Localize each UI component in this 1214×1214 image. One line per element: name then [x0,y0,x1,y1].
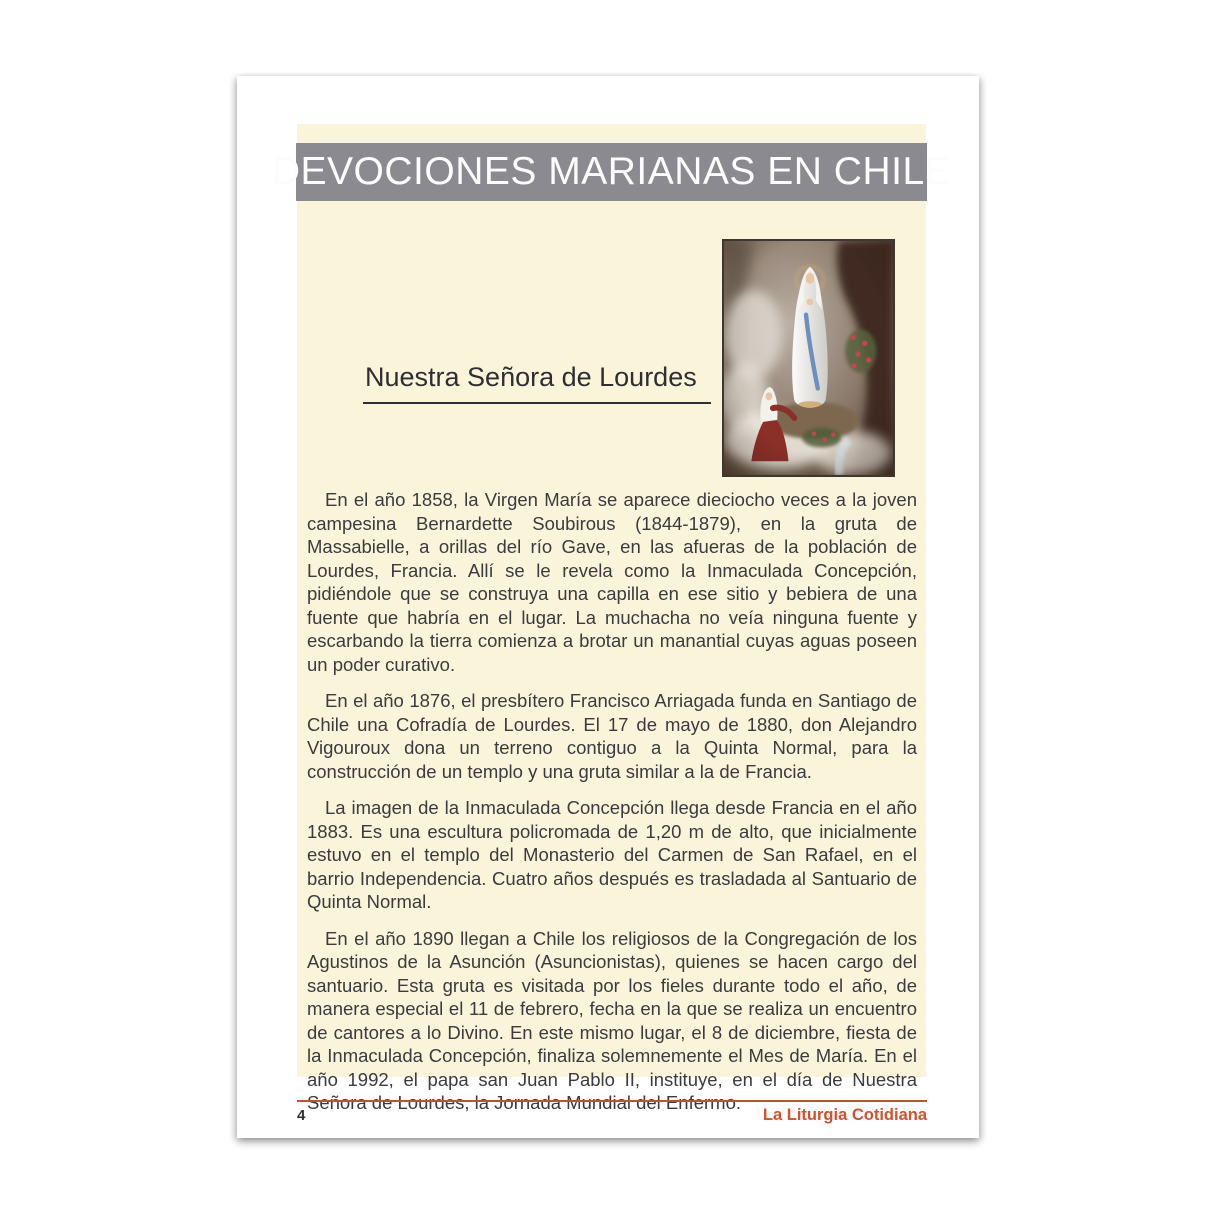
article-body [307,488,917,1128]
chapter-header-bar [271,143,952,201]
page-number: 4 [297,1107,306,1124]
page [237,76,979,1138]
content-area [271,124,952,1113]
chapter-title: DEVOCIONES MARIANAS EN CHILE [271,150,952,193]
book-title: La Liturgia Cotidiana [762,1106,927,1124]
lourdes-apparition-image [722,239,895,477]
paragraph-1: En el año 1858, la Virgen María se aparece dieciocho veces a la joven campesina Bernardette Soubirous (1844-1879), en la gruta de Massabielle, a orillas del río Gave, en las afueras de la población de Lourdes, Francia. Allí se le revela como la Inmaculada Concepción, pidiéndole que se construya una capilla en ese sitio y bebiera de una fuente que habría en el lugar. La muchacha no veía ninguna fuente y escarbando la tierra comienza a brotar un manantial cuyas aguas poseen un poder curativo. [307,489,917,675]
paragraph-2: En el año 1876, el presbítero Francisco Arriagada funda en Santiago de Chile una Cofradía de Lourdes. El 17 de mayo de 1880, don Alejandro Vigouroux dona un terreno contiguo a la Quinta Normal, para la construcción de un templo y una gruta similar a la de Francia. [307,690,917,782]
paragraph-3: La imagen de la Inmaculada Concepción llega desde Francia en el año 1883. Es una escultura policromada de 1,20 m de alto, que inicialmente estuvo en el templo del Monasterio del Carmen de San Rafael, en el barrio Independencia. Cuatro años después es trasladada al Santuario de Quinta Normal. [307,797,917,912]
section-title: Nuestra Señora de Lourdes [363,362,711,404]
page-footer [297,1100,927,1125]
paragraph-4: En el año 1890 llegan a Chile los religiosos de la Congregación de los Agustinos de la Asunción (Asuncionistas), quienes se hacen cargo del santuario. Esta gruta es visitada por los fieles durante todo el año, de manera especial el 11 de febrero, fecha en la que se realiza un encuentro de cantores a lo Divino. En este mismo lugar, el 8 de diciembre, fiesta de la Inmaculada Concepción, finaliza solemnemente el Mes de María. En el año 1992, el papa san Juan Pablo II, instituye, en el día de Nuestra Señora de Lourdes, la Jornada Mundial del Enfermo. [307,927,917,1113]
